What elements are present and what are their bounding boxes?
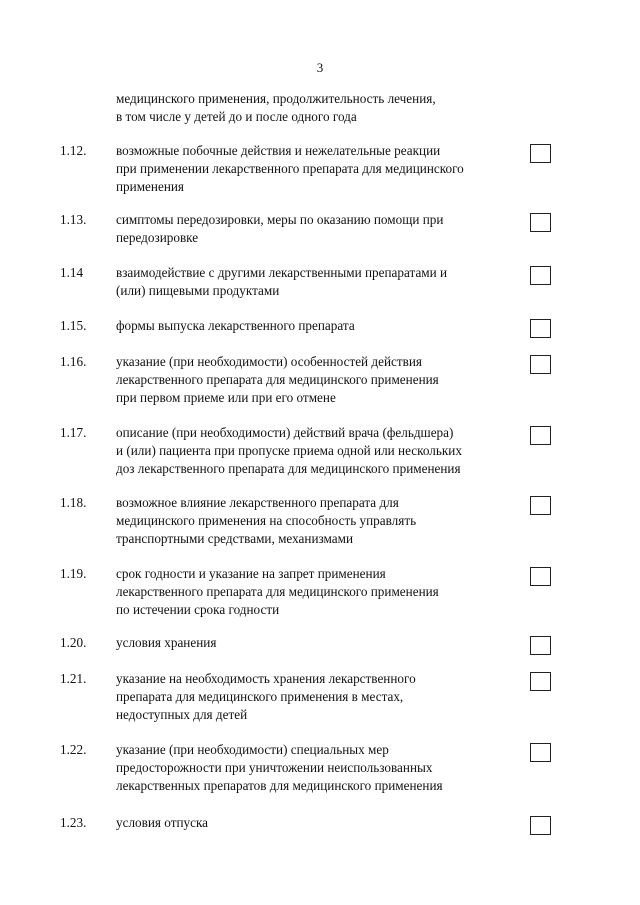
- item-number: 1.18.: [60, 495, 87, 510]
- intro-continuation: [116, 90, 516, 126]
- item-number: 1.15.: [60, 318, 87, 333]
- item-number: 1.21.: [60, 671, 87, 686]
- intro-line: в том числе у детей до и после одного года: [116, 109, 357, 124]
- item-number: 1.16.: [60, 354, 87, 369]
- item-text-line: при применении лекарственного препарата для медицинского: [116, 161, 464, 176]
- item-text-line: по истечении срока годности: [116, 602, 280, 617]
- item-text-line: симптомы передозировки, меры по оказанию помощи при: [116, 212, 444, 227]
- item-text: [116, 814, 516, 832]
- item-number: 1.17.: [60, 425, 87, 440]
- item-number: 1.22.: [60, 742, 87, 757]
- item-text-line: препарата для медицинского применения в местах,: [116, 689, 404, 704]
- item-text-line: при первом приеме или при его отмене: [116, 390, 336, 405]
- item-text-line: указание (при необходимости) специальных мер: [116, 742, 389, 757]
- item-text-line: условия хранения: [116, 635, 217, 650]
- item-text-line: указание (при необходимости) особенностей действия: [116, 354, 422, 369]
- item-text-line: возможные побочные действия и нежелательные реакции: [116, 143, 441, 158]
- item-text-line: лекарственного препарата для медицинского применения: [116, 372, 439, 387]
- item-checkbox[interactable]: [530, 672, 551, 691]
- item-text: [116, 494, 516, 548]
- item-checkbox[interactable]: [530, 426, 551, 445]
- item-text-line: медицинского применения на способность управлять: [116, 513, 417, 528]
- item-text: [116, 353, 516, 407]
- intro-line: медицинского применения, продолжительность лечения,: [116, 91, 436, 106]
- item-text-line: доз лекарственного препарата для медицинского применения: [116, 461, 461, 476]
- item-checkbox[interactable]: [530, 743, 551, 762]
- item-text-line: и (или) пациента при пропуске приема одной или нескольких: [116, 443, 462, 458]
- item-text-line: срок годности и указание на запрет применения: [116, 566, 386, 581]
- item-text: [116, 634, 516, 652]
- item-text: [116, 317, 516, 335]
- item-number: 1.23.: [60, 815, 87, 830]
- item-text: [116, 424, 516, 478]
- item-text-line: указание на необходимость хранения лекарственного: [116, 671, 416, 686]
- item-text-line: лекарственного препарата для медицинского применения: [116, 584, 439, 599]
- item-number: 1.12.: [60, 143, 87, 158]
- item-text-line: применения: [116, 179, 184, 194]
- item-text: [116, 670, 516, 724]
- item-checkbox[interactable]: [530, 567, 551, 586]
- item-checkbox[interactable]: [530, 144, 551, 163]
- item-checkbox[interactable]: [530, 319, 551, 338]
- item-text-line: формы выпуска лекарственного препарата: [116, 318, 355, 333]
- item-text-line: передозировке: [116, 230, 199, 245]
- item-text-line: (или) пищевыми продуктами: [116, 283, 280, 298]
- item-text-line: транспортными средствами, механизмами: [116, 531, 354, 546]
- item-text-line: описание (при необходимости) действий врача (фельдшера): [116, 425, 454, 440]
- item-text-line: возможное влияние лекарственного препарата для: [116, 495, 399, 510]
- item-checkbox[interactable]: [530, 816, 551, 835]
- item-text: [116, 211, 516, 247]
- item-checkbox[interactable]: [530, 496, 551, 515]
- item-number: 1.14: [60, 265, 84, 280]
- item-checkbox[interactable]: [530, 213, 551, 232]
- item-checkbox[interactable]: [530, 266, 551, 285]
- item-text: [116, 741, 516, 795]
- item-checkbox[interactable]: [530, 636, 551, 655]
- item-text-line: лекарственных препаратов для медицинского применения: [116, 778, 443, 793]
- item-number: 1.20.: [60, 635, 87, 650]
- item-checkbox[interactable]: [530, 355, 551, 374]
- page-number: 3: [316, 60, 324, 75]
- item-text-line: взаимодействие с другими лекарственными препаратами и: [116, 265, 448, 280]
- item-text: [116, 264, 516, 300]
- item-text: [116, 565, 516, 619]
- item-text: [116, 142, 516, 196]
- item-text-line: предосторожности при уничтожении неиспользованных: [116, 760, 433, 775]
- item-number: 1.19.: [60, 566, 87, 581]
- item-text-line: недоступных для детей: [116, 707, 248, 722]
- item-number: 1.13.: [60, 212, 87, 227]
- item-text-line: условия отпуска: [116, 815, 209, 830]
